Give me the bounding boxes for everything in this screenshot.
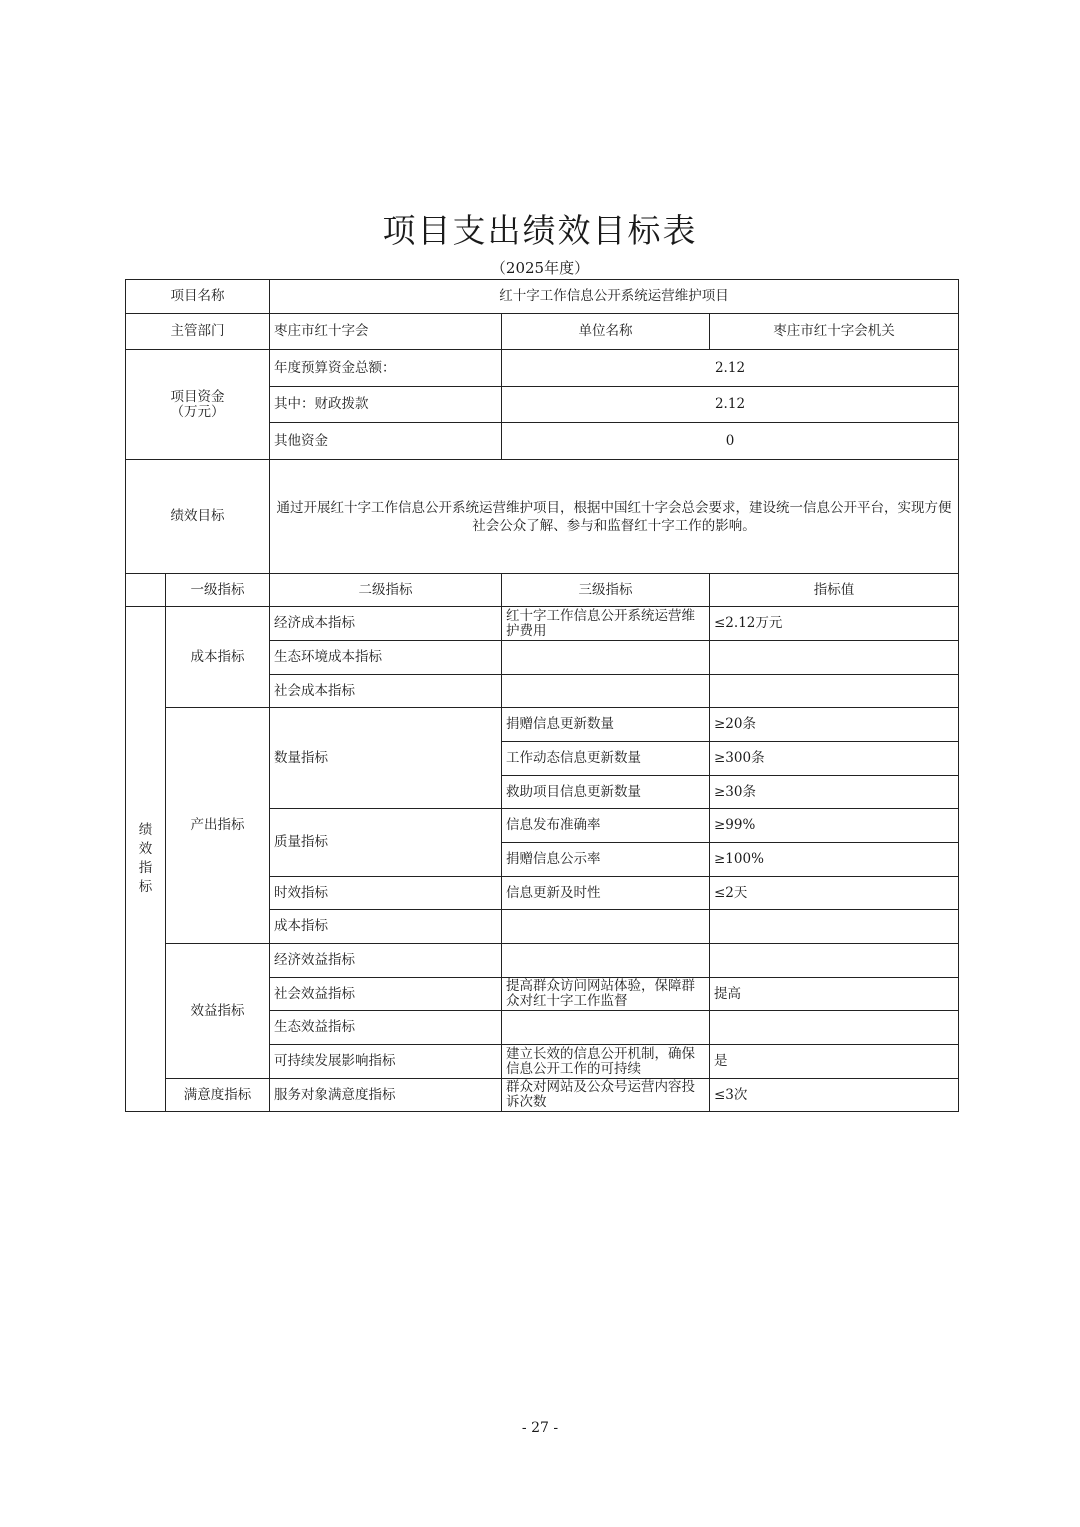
- funds-row: [126, 350, 959, 387]
- level3-cell: 建立长效的信息公开机制，确保信息公开工作的可持续: [502, 1045, 710, 1079]
- indicator-section-char: 指: [138, 860, 153, 876]
- group-cost: 成本指标: [166, 607, 270, 708]
- value-cell: ≥20条: [710, 708, 959, 742]
- funds-unit: （万元）: [170, 403, 225, 420]
- page-number: - 27 -: [521, 1420, 559, 1436]
- dept-label: 主管部门: [126, 314, 270, 350]
- funds-label-cell: [126, 350, 270, 460]
- dept-value: 枣庄市红十字会: [270, 314, 502, 350]
- level3-cell: 提高群众访问网站体验，保障群众对红十字工作监督: [502, 978, 710, 1011]
- level2-cell: 社会成本指标: [270, 675, 502, 708]
- performance-table: [125, 279, 959, 1112]
- level3-cell: 信息更新及时性: [502, 877, 710, 910]
- value-cell: ≤3次: [710, 1079, 959, 1112]
- level3-cell: [502, 675, 710, 708]
- level2-cell: 经济效益指标: [270, 944, 502, 978]
- value-cell: 是: [710, 1045, 959, 1079]
- level3-cell: [502, 641, 710, 675]
- level3-cell: 救助项目信息更新数量: [502, 776, 710, 809]
- project-name-row: [126, 280, 959, 314]
- level3-cell: 工作动态信息更新数量: [502, 742, 710, 776]
- level2-cell: 成本指标: [270, 910, 502, 944]
- value-cell: [710, 1011, 959, 1045]
- value-cell: ≤2天: [710, 877, 959, 910]
- level2-cell: 服务对象满意度指标: [270, 1079, 502, 1112]
- header-value: 指标值: [710, 574, 959, 607]
- funds-label: 项目资金: [170, 388, 225, 405]
- funds-other-label: 其他资金: [270, 423, 502, 460]
- value-cell: 提高: [710, 978, 959, 1011]
- group-benefit: 效益指标: [166, 944, 270, 1079]
- level2-cell: 社会效益指标: [270, 978, 502, 1011]
- level2-cell: 经济成本指标: [270, 607, 502, 641]
- unit-label: 单位名称: [502, 314, 710, 350]
- funds-total-label: 年度预算资金总额：: [270, 350, 502, 387]
- header-blank: [126, 574, 166, 607]
- header-level3: 三级指标: [502, 574, 710, 607]
- value-cell: ≤2.12万元: [710, 607, 959, 641]
- level2-cell: 数量指标: [270, 708, 502, 809]
- group-output: 产出指标: [166, 708, 270, 944]
- level3-cell: 群众对网站及公众号运营内容投诉次数: [502, 1079, 710, 1112]
- level2-cell: 可持续发展影响指标: [270, 1045, 502, 1079]
- level3-cell: [502, 1011, 710, 1045]
- table-row: [126, 1079, 959, 1112]
- level3-cell: 捐赠信息更新数量: [502, 708, 710, 742]
- value-cell: ≥300条: [710, 742, 959, 776]
- indicator-section-char: 绩: [138, 822, 153, 838]
- level3-cell: 捐赠信息公示率: [502, 843, 710, 877]
- value-cell: ≥100%: [710, 843, 959, 877]
- level3-cell: [502, 944, 710, 978]
- table-row: [126, 607, 959, 641]
- funds-total-value: 2.12: [502, 350, 959, 387]
- level3-cell: [502, 910, 710, 944]
- level2-cell: 生态效益指标: [270, 1011, 502, 1045]
- indicator-section-char: 标: [138, 879, 153, 895]
- goal-row: [126, 460, 959, 574]
- unit-value: 枣庄市红十字会机关: [710, 314, 959, 350]
- indicator-section-char: 效: [138, 841, 153, 857]
- funds-other-value: 0: [502, 423, 959, 460]
- level2-cell: 生态环境成本指标: [270, 641, 502, 675]
- indicator-section-label: [126, 607, 166, 1112]
- year-subtitle: （2025年度）: [490, 259, 590, 277]
- header-level2: 二级指标: [270, 574, 502, 607]
- page-title: 项目支出绩效目标表: [382, 211, 698, 250]
- funds-fiscal-label: 其中：财政拨款: [270, 387, 502, 423]
- value-cell: [710, 675, 959, 708]
- level3-cell: 信息发布准确率: [502, 809, 710, 843]
- value-cell: ≥30条: [710, 776, 959, 809]
- group-satisfaction: 满意度指标: [166, 1079, 270, 1112]
- goal-text: 通过开展红十字工作信息公开系统运营维护项目，根据中国红十字会总会要求，建设统一信息公开平台，实现方便社会公众了解、参与和监督红十字工作的影响。: [270, 460, 959, 574]
- level2-cell: 质量指标: [270, 809, 502, 877]
- header-level1: 一级指标: [166, 574, 270, 607]
- header-row: [126, 574, 959, 607]
- dept-row: [126, 314, 959, 350]
- value-cell: [710, 641, 959, 675]
- project-name-value: 红十字工作信息公开系统运营维护项目: [270, 280, 959, 314]
- level2-cell: 时效指标: [270, 877, 502, 910]
- value-cell: [710, 910, 959, 944]
- project-name-label: 项目名称: [126, 280, 270, 314]
- table-row: [126, 708, 959, 742]
- funds-fiscal-value: 2.12: [502, 387, 959, 423]
- level3-cell: 红十字工作信息公开系统运营维护费用: [502, 607, 710, 641]
- value-cell: ≥99%: [710, 809, 959, 843]
- table-row: [126, 944, 959, 978]
- value-cell: [710, 944, 959, 978]
- goal-label: 绩效目标: [126, 460, 270, 574]
